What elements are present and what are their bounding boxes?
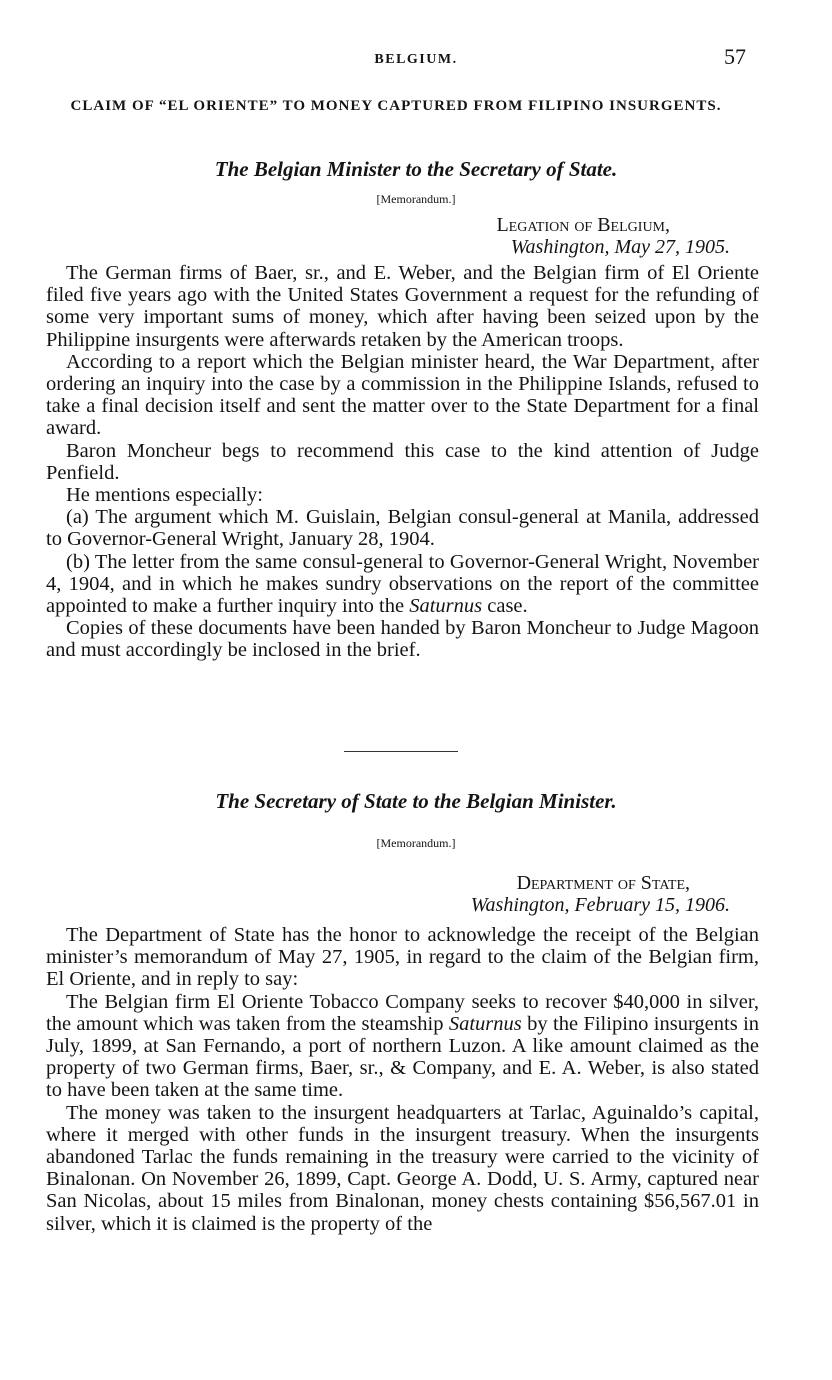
doc2-title: The Secretary of State to the Belgian Minister. (215, 789, 617, 813)
running-head: BELGIUM. (374, 52, 458, 67)
doc2-date: Washington, February 15, 1906. (470, 894, 730, 916)
doc1-paragraph: He mentions especially: (66, 484, 263, 507)
text-run: The Belgian firm El Oriente Tobacco Company seeks to recover $40,000 in silver, the amount which was taken from the steamship (46, 990, 759, 1035)
text-run: case. (487, 595, 528, 618)
doc1-paragraph: The German firms of Baer, sr., and E. Weber, and the Belgian firm of El Oriente filed five years ago with the United States Government a request for the refunding of some very important sums of money, which after having been seized upon by the Philippine insurgents were afterwards retaken by the American troops. (46, 262, 759, 351)
doc1-paragraph: According to a report which the Belgian minister heard, the War Department, after ordering an inquiry into the case by a commission in the Philippine Islands, refused to take a final decision itself and sent the matter over to the State Department for a final award. (46, 350, 759, 440)
doc2-paragraph: The Department of State has the honor to acknowledge the receipt of the Belgian minister’s memorandum of May 27, 1905, in regard to the claim of the Belgian firm, El Oriente, and in reply to say: (46, 924, 759, 991)
doc1-date: Washington, May 27, 1905. (510, 236, 730, 258)
doc1-paragraph-b (46, 551, 759, 618)
doc1-paragraph: (a) The argument which M. Guislain, Belgian consul-general at Manila, addressed to Governor-General Wright, January 28, 1904. (46, 506, 759, 551)
doc2-note: [Memorandum.] (376, 836, 456, 850)
text-run: (b) The letter from the same consul-general to Governor-General Wright, November 4, 1904, and in which he makes sundry observations on the report of the committee appointed to make a further inquiry into the (46, 550, 759, 618)
text-run: by the Filipino insurgents in July, 1899, at San Fernando, a port of northern Luzon. A like amount claimed as the property of two German firms, Baer, sr., & Company, and E. A. Weber, is also stated to have been taken at the same time. (46, 1012, 760, 1102)
ship-name: Saturnus (409, 595, 483, 618)
doc1-dateline (496, 214, 730, 258)
section-heading: CLAIM OF “EL ORIENTE” TO MONEY CAPTURED FROM FILIPINO INSURGENTS. (70, 98, 722, 114)
ship-name: Saturnus (448, 1012, 522, 1035)
doc2-place: Department of State, (516, 872, 690, 894)
page-number: 57 (724, 44, 746, 69)
doc1-body (46, 262, 759, 662)
doc2-paragraph: The money was taken to the insurgent headquarters at Tarlac, Aguinaldo’s capital, where it merged with other funds in the insurgent treasury. When the insurgents abandoned Tarlac the funds remaining in the treasury were carried to the vicinity of Binalonan. On November 26, 1899, Capt. George A. Dodd, U. S. Army, captured near San Nicolas, about 15 miles from Binalonan, money chests containing $56,567.01 in silver, which it is claimed is the property of the (46, 1101, 759, 1235)
doc2-dateline (471, 872, 730, 916)
doc1-paragraph: Baron Moncheur begs to recommend this case to the kind attention of Judge Penfield. (46, 439, 759, 484)
doc2-body (46, 924, 759, 1235)
doc1-place: Legation of Belgium, (496, 214, 670, 236)
section-divider (344, 751, 458, 752)
doc1-closing: Copies of these documents have been handed by Baron Moncheur to Judge Magoon and must accordingly be inclosed in the brief. (46, 617, 759, 662)
doc2-paragraph (46, 991, 759, 1102)
doc1-note: [Memorandum.] (376, 192, 456, 206)
doc1-title: The Belgian Minister to the Secretary of State. (214, 157, 618, 181)
